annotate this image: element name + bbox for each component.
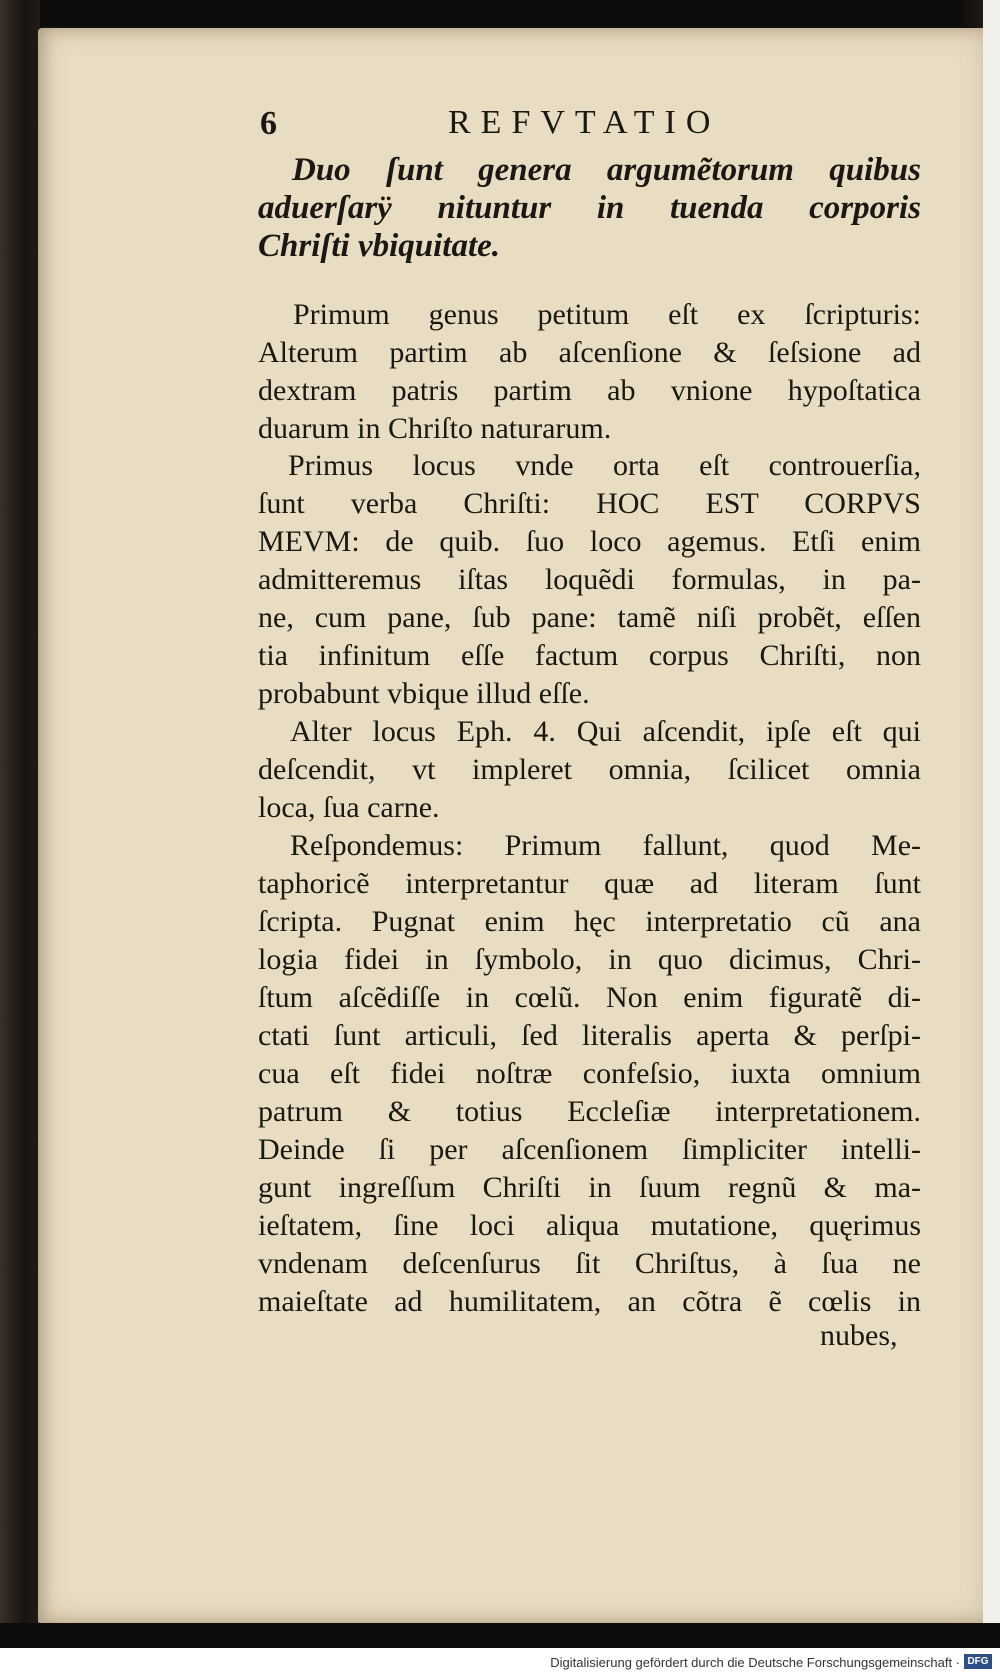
text-line: cua eſt fidei noſtræ confeſsio, iuxta omnium: [258, 1057, 921, 1090]
text-line: Alter locus Eph. 4. Qui aſcendit, ipſe eſt qui: [290, 715, 921, 748]
scan-right-margin: [983, 0, 1000, 1648]
book-spine-left: [0, 0, 40, 1648]
running-head: REFVTATIO: [448, 104, 721, 141]
heading-line: Chriſti vbiquitate.: [258, 228, 501, 264]
funding-credit: Digitalisierung gefördert durch die Deutsche Forschungsgemeinschaft ·: [550, 1655, 960, 1670]
text-line: ſunt verba Chriſti: HOC EST CORPVS: [258, 487, 921, 520]
footer-bar: [0, 1648, 1000, 1677]
text-line: vndenam deſcenſurus ſit Chriſtus, à ſua ne: [258, 1247, 921, 1280]
page-number: 6: [260, 105, 277, 142]
text-line: deſcendit, vt impleret omnia, ſcilicet omnia: [258, 753, 921, 786]
text-line: ctati ſunt articuli, ſed literalis aperta & perſpi-: [258, 1019, 921, 1052]
text-line: probabunt vbique illud eſſe.: [258, 677, 590, 710]
text-line: Reſpondemus: Primum fallunt, quod Me-: [290, 829, 921, 862]
heading-line: aduerſarÿ nituntur in tuenda corporis: [258, 190, 921, 226]
text-line: patrum & totius Eccleſiæ interpretationem.: [258, 1095, 921, 1128]
book-page: [38, 28, 988, 1623]
scan-bottom-background: [0, 1623, 1000, 1648]
text-line: Primus locus vnde orta eſt controuerſia,: [288, 449, 921, 482]
text-line: logia fidei in ſymbolo, in quo dicimus, Chri-: [258, 943, 921, 976]
text-line: duarum in Chriſto naturarum.: [258, 412, 612, 445]
text-line: ne, cum pane, ſub pane: tamẽ niſi probẽt, eſſen: [258, 601, 921, 634]
text-line: tia infinitum eſſe factum corpus Chriſti, non: [258, 639, 921, 672]
dfg-logo: DFG: [964, 1654, 992, 1669]
text-line: gunt ingreſſum Chriſti in ſuum regnũ & ma-: [258, 1171, 921, 1204]
text-line: MEVM: de quib. ſuo loco agemus. Etſi enim: [258, 525, 921, 558]
text-line: maieſtate ad humilitatem, an cõtra ẽ cœlis in: [258, 1285, 921, 1318]
text-line: ſcripta. Pugnat enim hęc interpretatio cũ ana: [258, 905, 921, 938]
catchword: nubes,: [820, 1319, 898, 1352]
text-line: taphoricẽ interpretantur quæ ad literam ſunt: [258, 867, 921, 900]
text-line: Primum genus petitum eſt ex ſcripturis:: [293, 298, 921, 331]
text-line: Deinde ſi per aſcenſionem ſimpliciter intelli-: [258, 1133, 921, 1166]
text-line: ſtum aſcẽdiſſe in cœlũ. Non enim figuratẽ di-: [258, 981, 921, 1014]
text-line: Alterum partim ab aſcenſione & ſeſsione ad: [258, 336, 921, 369]
text-line: ieſtatem, ſine loci aliqua mutatione, quęrimus: [258, 1209, 921, 1242]
text-line: dextram patris partim ab vnione hypoſtatica: [258, 374, 921, 407]
scan-top-background: [0, 0, 1000, 26]
heading-line: Duo ſunt genera argumẽtorum quibus: [292, 152, 921, 188]
text-line: admitteremus iſtas loquẽdi formulas, in pa-: [258, 563, 921, 596]
text-line: loca, ſua carne.: [258, 791, 440, 824]
